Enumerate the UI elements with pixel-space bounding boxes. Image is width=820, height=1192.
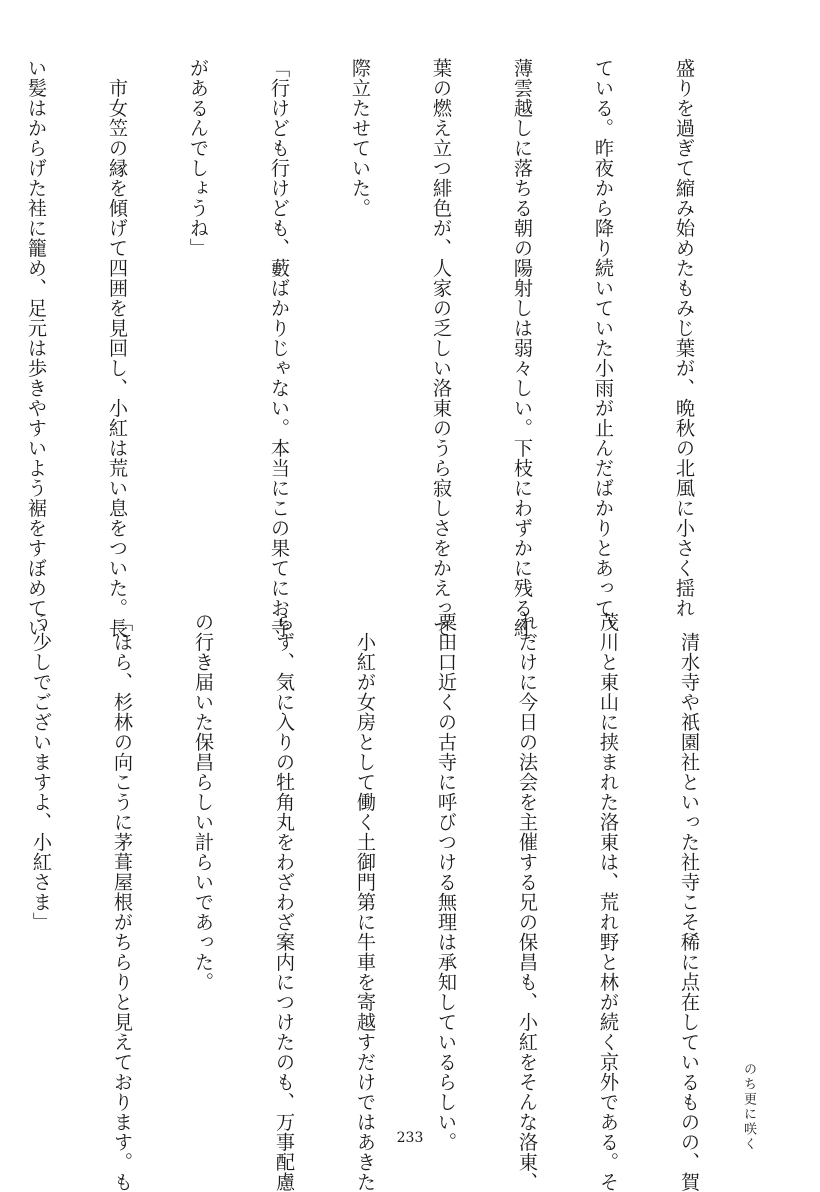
text-line: 清水寺や祇園社といった社寺こそ稀に点在しているものの、賀 — [678, 612, 701, 1192]
text-line: う少しでございますよ、小紅さま」 — [30, 612, 53, 932]
text-line: らず、気に入りの牡角丸をわざわざ案内につけたのも、万事配慮 — [273, 612, 296, 1192]
running-title: のち更に咲く — [741, 1062, 756, 1152]
upper-text-block — [25, 58, 752, 638]
text-line: 小紅が女房として働く土御門第に牛車を寄越すだけではあきた — [354, 612, 377, 1192]
text-line: れだけに今日の法会を主催する兄の保昌も、小紅をそんな洛東、 — [516, 612, 539, 1192]
text-line: 「行けども行けども、藪ばかりじゃない。本当にこの果てにお寺 — [268, 58, 291, 638]
text-line: 葉の燃え立つ緋色が、人家の乏しい洛東のうら寂しさをかえって — [430, 58, 453, 638]
text-line: 際立たせていた。 — [349, 58, 372, 218]
text-line: 薄雲越しに落ちる朝の陽射しは弱々しい。下枝にわずかに残る紅 — [511, 58, 534, 638]
page-number: 233 — [396, 1130, 424, 1146]
text-line: い髪はからげた袿に籠め、足元は歩きやすいよう裾をすぼめてい — [25, 58, 48, 638]
text-line: 「ほら、杉林の向こうに茅葺屋根がちらりと見えております。も — [111, 612, 134, 1192]
text-line: ている。昨夜から降り続いていた小雨が止んだばかりとあって、 — [592, 58, 615, 638]
text-line: の行き届いた保昌らしい計らいであった。 — [192, 612, 215, 992]
text-line: 茂川と東山に挟まれた洛東は、荒れ野と林が続く京外である。そ — [597, 612, 620, 1192]
text-line: があるんでしょうね」 — [187, 58, 210, 258]
text-line: 盛りを過ぎて縮み始めたもみじ葉が、晩秋の北風に小さく揺れ — [673, 58, 696, 618]
text-line: 市女笠の縁を傾げて四囲を見回し、小紅は荒い息をついた。長 — [106, 58, 129, 638]
text-line: 粟田口近くの古寺に呼びつける無理は承知しているらしい。 — [435, 612, 458, 1152]
